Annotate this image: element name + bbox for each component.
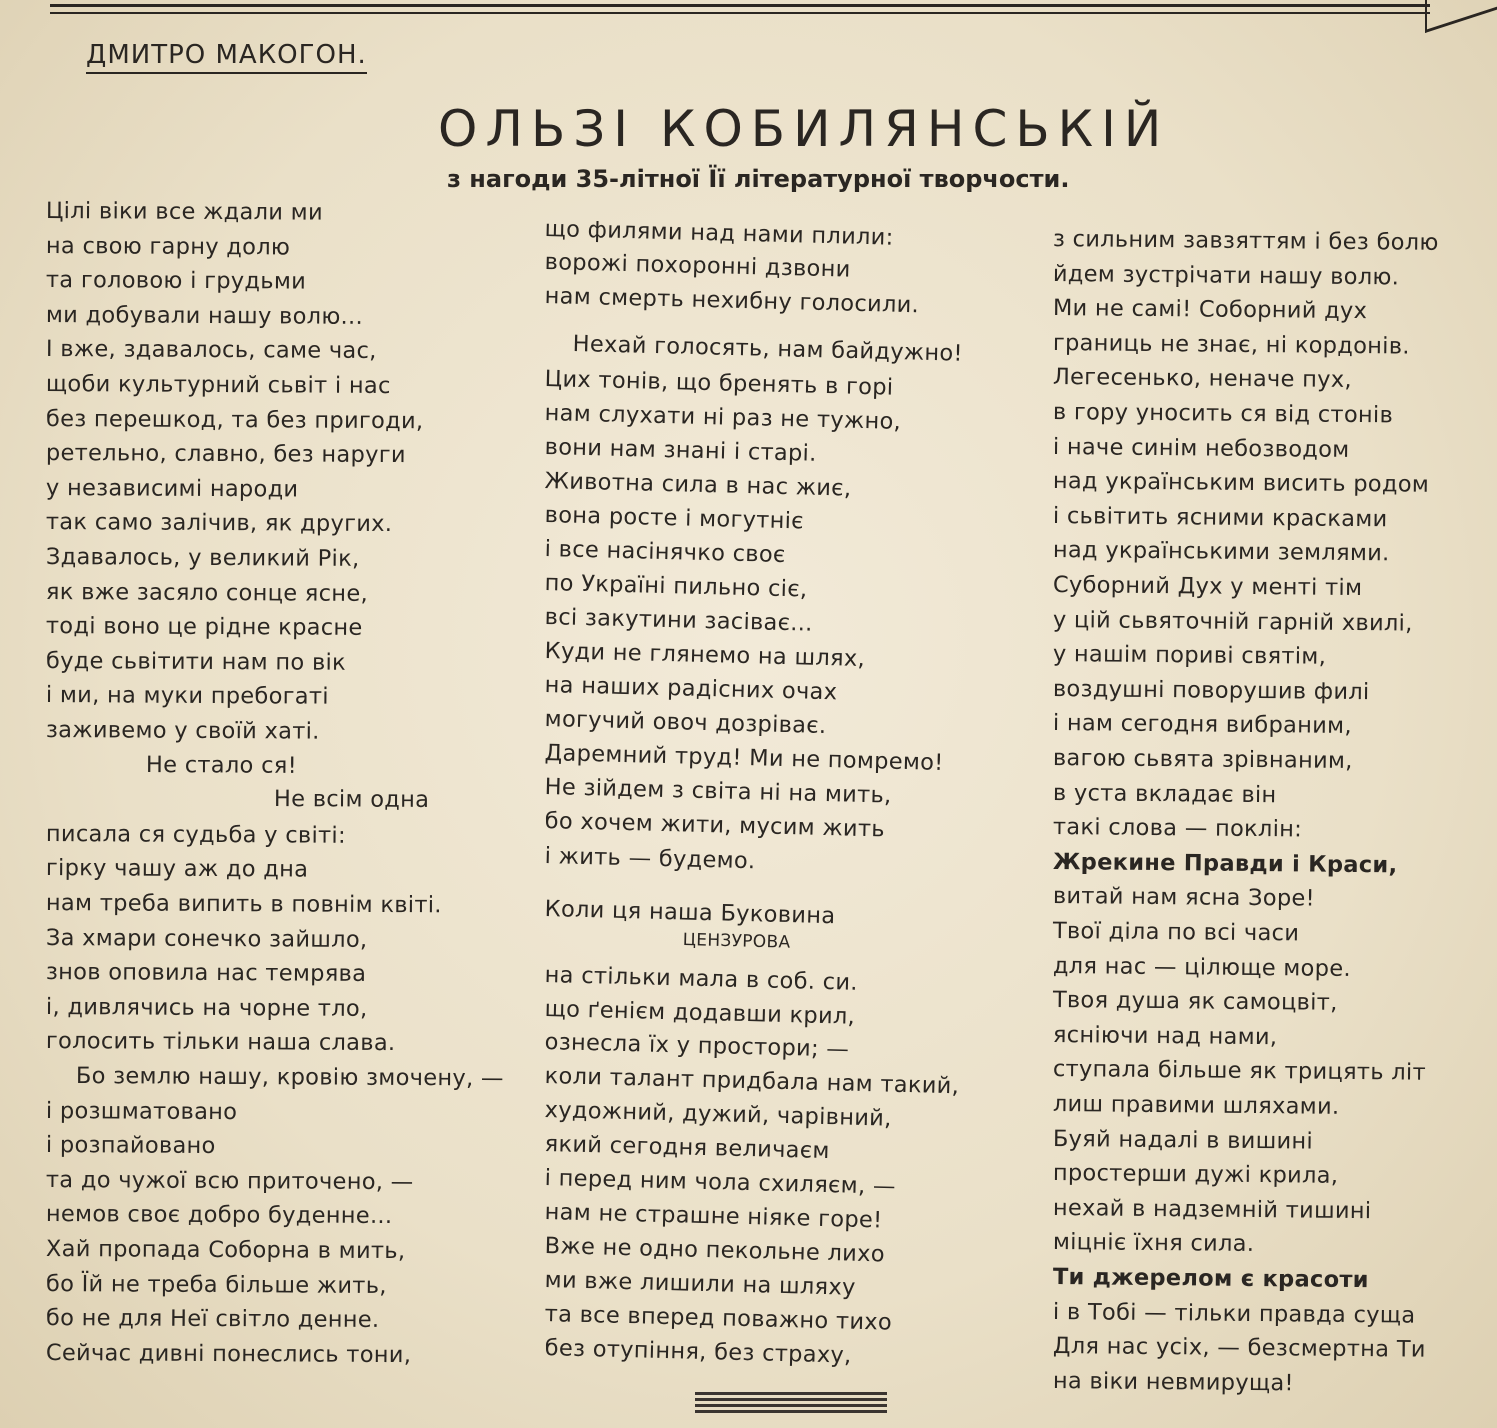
poem-line: Не стало ся!	[145, 751, 298, 779]
poem-line: і сьвітить ясними красками	[1052, 502, 1388, 533]
poem-line: Вже не одно пекольне лихо	[544, 1233, 886, 1268]
poem-line: Сейчас дивні понеслись тони,	[45, 1339, 412, 1368]
poem-line: над українським висить родом	[1052, 468, 1430, 498]
poem-line: Суборний Дух у менті тім	[1052, 572, 1363, 602]
poem-line: що филями над нами плили:	[544, 216, 894, 251]
poem-line: Нехай голосять, нам байдужно!	[572, 331, 964, 367]
poem-line: Здавалось, у великий Рік,	[45, 544, 360, 572]
poem-line: над українськими землями.	[1052, 537, 1390, 567]
poem-line: Для нас усіх, — безсмертна Ти	[1052, 1333, 1426, 1363]
poem-line: витай нам ясна Зоре!	[1052, 883, 1316, 912]
poem-line: і все насінячко своє	[544, 536, 786, 569]
top-rule-thin	[50, 12, 1430, 14]
top-rule-corner	[1425, 0, 1497, 33]
poem-line: по Україні пильно сіє,	[544, 570, 808, 603]
poem-line: на стільки мала в соб. си.	[544, 962, 859, 996]
poem-line: та головою і грудьми	[45, 267, 307, 295]
poem-line: художний, дужий, чарівний,	[544, 1097, 892, 1132]
poem-line: Твоя душа як самоцвіт,	[1052, 987, 1338, 1017]
poem-line: та все вперед поважно тихо	[544, 1301, 893, 1336]
poem-line: бо хочем жити, мусим жить	[544, 808, 886, 843]
poem-line: ми добували нашу волю...	[45, 301, 364, 330]
poem-line: який сегодня величаєм	[544, 1131, 831, 1165]
poem-line: Буяй надалі в вишині	[1052, 1125, 1314, 1155]
poem-line: границь не знає, ні кордонів.	[1052, 329, 1410, 360]
poem-line: як вже засяло сонце ясне,	[45, 578, 369, 607]
poem-line: Легесенько, неначе пух,	[1052, 364, 1353, 394]
poem-line: бо не для Неї світло денне.	[45, 1305, 380, 1334]
poem-line: бо Їй не треба більше жить,	[45, 1270, 387, 1299]
poem-line: заживемо у своїй хаті.	[45, 717, 320, 745]
poem-line: ЦЕНЗУРОВА	[682, 930, 791, 953]
poem-line: Ти джерелом є красоти	[1052, 1264, 1369, 1294]
poem-line: Цілі віки все ждали ми	[45, 198, 323, 226]
poem-line: Ми не самі! Соборний дух	[1052, 295, 1368, 325]
poem-line: і розшматовано	[45, 1097, 238, 1125]
poem-line: в уста вкладає він	[1052, 779, 1277, 808]
poem-line: немов своє добро буденне...	[45, 1201, 393, 1230]
poem-line: і в Тобі — тільки правда суща	[1052, 1298, 1416, 1329]
poem-line: За хмари сонечко зайшло,	[45, 924, 368, 953]
poem-line: і ми, на муки пребогаті	[45, 682, 329, 711]
poem-line: знов оповила нас темрява	[45, 959, 367, 988]
poem-line: міцніє їхня сила.	[1052, 1229, 1255, 1258]
poem-line: йдем зустрічати нашу волю.	[1052, 260, 1400, 291]
author-name: ДМИТРО МАКОГОН.	[86, 40, 367, 74]
poem-line: і, дивлячись на чорне тло,	[45, 993, 368, 1022]
poem-line: на віки невмируща!	[1052, 1367, 1294, 1397]
poem-line: Коли ця наша Буковина	[544, 896, 836, 930]
poem-line: щоби культурний сьвіт і нас	[45, 371, 391, 400]
poem-line: у независимі народи	[45, 474, 299, 503]
poem-line: коли талант придбала нам такий,	[544, 1063, 960, 1100]
poem-line: для нас — цілюще море.	[1052, 952, 1352, 982]
poem-line: нехай в надземній тишині	[1052, 1194, 1372, 1224]
poem-line: нам смерть нехибну голосили.	[544, 283, 920, 319]
poem-line: і наче синім небозводом	[1052, 433, 1350, 463]
poem-line: без отупіння, без страху,	[544, 1335, 852, 1369]
poem-line: на наших радісних очах	[544, 672, 838, 706]
poem-title: ОЛЬЗІ КОБИЛЯНСЬКІЙ	[438, 100, 1170, 158]
poem-line: ретельно, славно, без наруги	[45, 440, 406, 469]
poem-line: ступала більше як трицять літ	[1052, 1056, 1427, 1087]
poem-line: і розпайовано	[45, 1132, 216, 1160]
poem-line: гірку чашу аж до дна	[45, 855, 309, 883]
poem-line: що ґенієм додавши крил,	[544, 996, 856, 1030]
poem-line: Не всім одна	[273, 786, 430, 814]
bottom-ornament-rule	[695, 1392, 887, 1414]
poem-line: без перешкод, та без пригоди,	[45, 405, 424, 434]
poem-line: Бо землю нашу, кровію змочену, —	[75, 1063, 504, 1092]
poem-line: воздушні поворушив филі	[1052, 675, 1370, 705]
poem-line: ознесла їх у простори; —	[544, 1029, 850, 1063]
poem-line: ясніючи над нами,	[1052, 1021, 1278, 1051]
poem-line: так само залічив, як других.	[45, 509, 393, 538]
poem-line: нам слухати ні раз не тужно,	[544, 400, 902, 435]
poem-line: Твої діла по всі часи	[1052, 918, 1300, 947]
poem-line: нам не страшне ніяке горе!	[544, 1199, 883, 1234]
poem-line: і перед ним чола схиляєм, —	[544, 1165, 897, 1200]
poem-line: лиш правими шляхами.	[1052, 1091, 1340, 1120]
poem-line: Цих тонів, що бренять в горі	[544, 366, 894, 401]
poem-line: Животна сила в нас жиє,	[544, 468, 852, 502]
poem-line: голосить тільки наша слава.	[45, 1028, 396, 1057]
poem-line: І вже, здавалось, саме час,	[45, 336, 377, 365]
poem-line: ми вже лишили на шляху	[544, 1267, 856, 1301]
poem-line: ворожі похоронні дзвони	[544, 249, 851, 283]
poem-line: вагою сьвята зрівнаним,	[1052, 745, 1353, 774]
poem-line: і нам сегодня вибраним,	[1052, 710, 1352, 740]
poem-line: буде сьвітити нам по вік	[45, 647, 347, 676]
poem-line: вони нам знані і старі.	[544, 434, 817, 467]
poem-line: Не зійдем з світа ні на мить,	[544, 774, 892, 809]
poem-line: у нашім пориві святім,	[1052, 641, 1327, 670]
poem-line: і жить — будемо.	[544, 843, 756, 875]
poem-line: такі слова — поклін:	[1052, 814, 1303, 843]
poem-line: в гору уносить ся від стонів	[1052, 399, 1394, 429]
poem-subtitle: з нагоди 35-літної Її літературної творчости.	[447, 165, 1070, 193]
poem-line: могучий овоч дозріває.	[544, 706, 827, 740]
poem-line: у цій сьвяточній гарній хвилі,	[1052, 606, 1413, 637]
poem-line: та до чужої всю приточено, —	[45, 1166, 414, 1195]
poem-line: Хай пропада Соборна в мить,	[45, 1236, 406, 1265]
poem-line: Даремний труд! Ми не помремо!	[544, 740, 944, 776]
poem-line: вона росте і могутніє	[544, 502, 805, 535]
poem-line: простерши дужі крила,	[1052, 1160, 1339, 1190]
poem-line: нам треба випить в повнім квіті.	[45, 890, 442, 919]
poem-line: тоді воно це рідне красне	[45, 613, 363, 642]
poem-line: Жрекине Правди і Краси,	[1052, 848, 1398, 879]
poem-line: з сильним завзяттям і без болю	[1052, 226, 1439, 256]
poem-line: всі закутини засіває...	[544, 604, 814, 637]
poem-line: писала ся судьба у світі:	[45, 820, 346, 849]
poem-line: Куди не глянемо на шлях,	[544, 638, 866, 672]
poem-line: на свою гарну долю	[45, 232, 291, 261]
top-rule	[50, 4, 1430, 7]
